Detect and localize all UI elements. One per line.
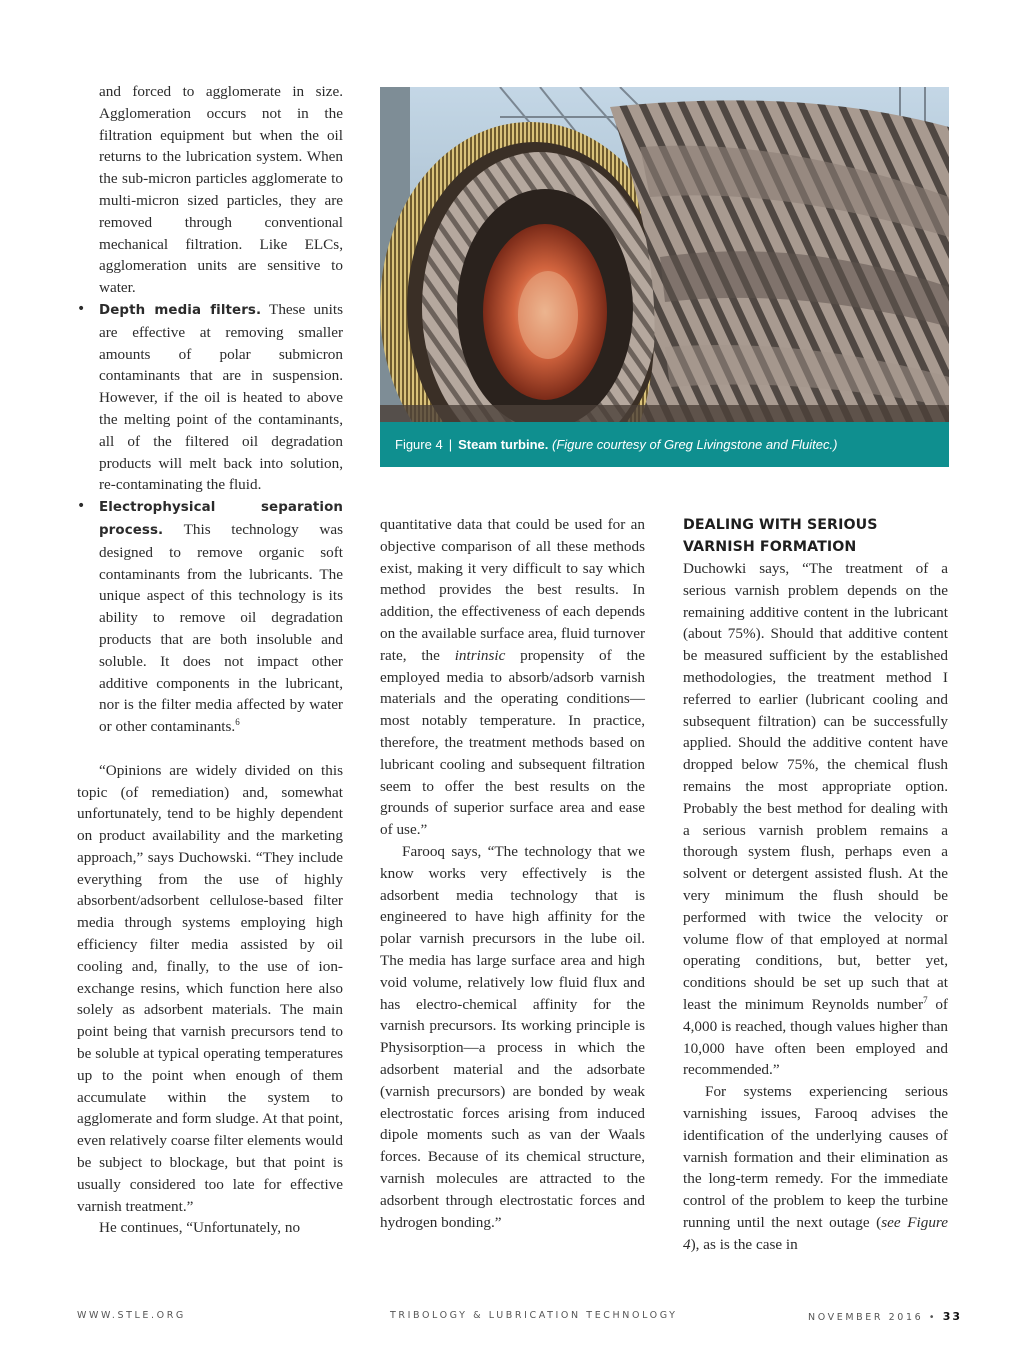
body-paragraph	[380, 514, 645, 841]
text-run: quantitative data that could be used for an objective comparison of all these methods exist, making it very difficult to say which method provides the best results. In addition, the effectiveness of each depends on the available surface area, fluid turnover rate, the	[380, 516, 645, 664]
reference-superscript: 7	[923, 994, 928, 1005]
footer-date: NOVEMBER 2016	[808, 1312, 924, 1323]
bullet-depth-media-filters	[77, 299, 343, 496]
text-run: For systems experiencing serious varnishing issues, Farooq advises the identification of the underlying causes of varnish formation and their elimination as the long-term remedy. For the immediate control of the problem to keep the turbine running until the next outage (	[683, 1083, 948, 1231]
body-paragraph: “Opinions are widely divided on this topic (of remediation) and, somewhat unfortunately, tend to be highly dependent on product availability and the marketing approach,” says Duchowski. “They include everything from the use of highly absorbent/adsorbent cellulose-based filter media through systems employing high efficiency filter media assisted by oil cooling and, finally, to the use of ion-exchange resins, which function here also solely as adsorbent materials. The main point being that varnish precursors tend to be soluble at typical operating temperatures up to the point when enough of them accumulate within the system to agglomerate and form sludge. At that point, even relatively coarse filter elements would be subject to blockage, but that point is usually considered too late for effective varnish treatment.”	[77, 761, 343, 1215]
bullet-heading: Electrophysical separation process.	[99, 500, 343, 538]
footer-website: WWW.STLE.ORG	[77, 1310, 186, 1321]
figure-4	[380, 87, 949, 467]
bullet-heading: Depth media filters.	[99, 302, 262, 318]
caption-separator: |	[448, 437, 453, 452]
figure-credit: (Figure courtesy of Greg Livingstone and Fluitec.)	[552, 437, 838, 452]
bullet-dot-icon: •	[77, 300, 86, 317]
bullet-continuation-paragraph: and forced to agglomerate in size. Agglomeration occurs not in the filtration equipment but when the oil returns to the lubrication system. When the sub-micron particles agglomerate to multi-micron sized particles, they are removed through conventional mechanical filtration. Like ELCs, agglomeration units are sensitive to water.	[99, 83, 343, 297]
italic-text: see Figure 4	[683, 1213, 948, 1253]
figure-label: Figure 4	[395, 437, 443, 452]
figure-title: Steam turbine.	[458, 437, 549, 452]
footer-date-page	[808, 1310, 962, 1323]
body-paragraph: Farooq says, “The technology that we know works very effectively is the adsorbent media technology that is engineered to have high affinity for the polar varnish precursors in the lube oil. The media has large surface area and high void volume, relatively low fluid flux and has electro-chemical affinity for the varnish precursors. Its working principle is Physisorption—a process in which the adsorbent material and the adsorbate (varnish precursors) are bonded by weak electrostatic forces arising from induced dipole moments such as van der Waals forces. Because of its chemical structure, varnish molecules are attracted to the adsorbent through electrostatic forces and hydrogen bonding.”	[380, 842, 645, 1231]
body-paragraph	[683, 558, 948, 1081]
figure-caption	[380, 422, 949, 467]
reference-superscript: 6	[235, 717, 240, 728]
text-run: Duchowki says, “The treatment of a serious varnish problem depends on the remaining additive content in the lubricant (about 75%). Should that additive content be measured sufficient by the established methodologies, the treatment method I referred to earlier (lubricant cooling and subsequent filtration) can be successfully applied. Should the additive content have dropped below 75%, the chemical flush remains the most appropriate option. Probably the best method for dealing with a serious varnish problem remains a thorough system flush, perhaps even a solvent or detergent assisted flush. At the very minimum the flush should be performed with twice the velocity or volume flow of that employed at normal operating conditions, but, better yet, conditions should be set up such that at least the minimum Reynolds number	[683, 560, 948, 1013]
footer-publication: TRIBOLOGY & LUBRICATION TECHNOLOGY	[390, 1310, 678, 1321]
bullet-text: This technology was designed to remove organic soft contaminants from the lubricants. The unique aspect of this technology is its ability to remove oil degradation products that are both insoluble and soluble. It does not impact other additive components in the lubricant, nor is the filter media affected by water or other contaminants.	[99, 520, 343, 736]
column-2	[380, 514, 645, 1233]
text-run: of 4,000 is reached, though values higher than 10,000 have often been employed and recommended.”	[683, 995, 948, 1079]
body-paragraph: He continues, “Unfortunately, no	[99, 1219, 301, 1237]
italic-text: intrinsic	[454, 646, 506, 664]
bullet-electrophysical-separation	[77, 496, 343, 738]
body-paragraph	[683, 1081, 948, 1255]
bullet-dot-icon: •	[77, 498, 86, 515]
text-run: ), as is the case in	[690, 1235, 798, 1253]
page-number: 33	[942, 1310, 963, 1323]
bullet-text: These units are effective at removing smaller amounts of polar submicron contaminants that are in suspension. However, if the oil is heated to above the melting point of the contaminants, all of the filtered oil degradation products will melt back into solution, re-contaminating the fluid.	[99, 300, 343, 494]
steam-turbine-photo	[380, 87, 949, 422]
column-3	[683, 514, 948, 1256]
text-run: propensity of the employed media to absorb/adsorb varnish materials and the operating conditions—most notably temperature. In practice, therefore, the treatment methods based on lubricant cooling and subsequent filtration seem to offer the best results on the grounds of superior surface area and ease of use.”	[380, 646, 645, 839]
section-heading: DEALING WITH SERIOUS VARNISH FORMATION	[683, 517, 878, 555]
column-1	[77, 81, 343, 1239]
footer-dot-icon: •	[928, 1312, 938, 1323]
